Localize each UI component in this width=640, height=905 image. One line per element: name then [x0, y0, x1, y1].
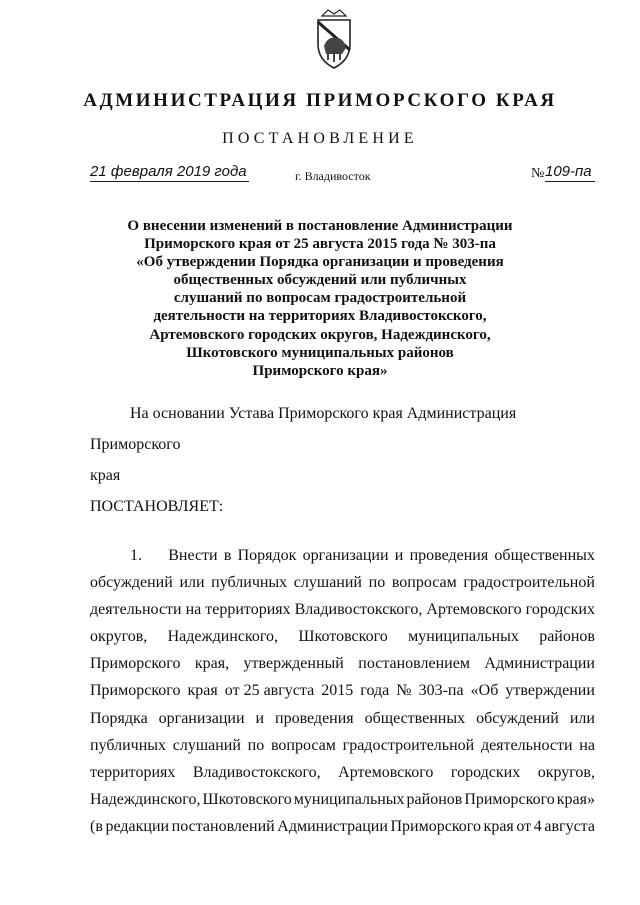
word: муниципальных [293, 790, 405, 808]
word: Шкотовского [298, 628, 388, 646]
word: утвержденный [243, 655, 344, 673]
word: по [368, 574, 386, 592]
word: 2015 [321, 682, 354, 700]
word: Надеждинского, [90, 790, 201, 808]
word: Администрации [277, 817, 388, 835]
word: градостроительной [463, 574, 595, 592]
word: 4 [533, 817, 542, 835]
title-line: «Об утверждении Порядка организации и проведения [136, 254, 504, 271]
paragraph-line [90, 542, 595, 569]
word: или [569, 709, 595, 727]
word: проведения [409, 547, 489, 564]
word: городских [525, 601, 595, 619]
word: Приморского [464, 790, 555, 808]
word: территориях [90, 763, 176, 781]
word: на [185, 601, 202, 619]
paragraph-line [90, 596, 595, 623]
word: № [396, 682, 412, 700]
paragraph-line [90, 813, 595, 840]
item-1-paragraph [90, 542, 595, 840]
basis-line: края [90, 467, 121, 484]
word: округов, [90, 628, 148, 646]
paragraph-line [90, 677, 595, 704]
word: (в [90, 817, 103, 835]
word: утверждении [505, 682, 595, 700]
paragraph-line [90, 759, 595, 786]
paragraph-line [90, 650, 595, 677]
word: Артемовского [338, 763, 434, 781]
word: Порядок [237, 547, 297, 564]
word: края, [194, 655, 230, 673]
title-line: деятельности на территориях Владивостокского, [153, 308, 487, 325]
word: Порядка [90, 709, 148, 727]
word: или [179, 574, 205, 592]
word: редакции [105, 817, 170, 835]
word: деятельности [480, 736, 573, 754]
word: городских [450, 763, 521, 781]
document-city: г. Владивосток [295, 169, 371, 183]
word: территориях [205, 601, 291, 619]
item-number: 1. [130, 547, 142, 564]
word: проведения [275, 709, 354, 727]
paragraph-line [90, 786, 595, 813]
word: Владивостокского, [192, 763, 321, 781]
word: районов [406, 790, 463, 808]
document-number: 109-па [545, 164, 595, 182]
title-line: слушаний по вопросам градостроительной [173, 290, 467, 307]
word: обсуждений [476, 709, 559, 727]
word: в [223, 547, 232, 564]
coat-of-arms-icon [308, 8, 360, 72]
word: общественных [494, 547, 595, 564]
word: организации [158, 709, 245, 727]
word: «Об [470, 682, 499, 700]
word: деятельности [90, 601, 182, 619]
document-date: 21 февраля 2019 года [90, 163, 247, 180]
word: вопросам [391, 574, 457, 592]
word: общественных [364, 709, 466, 727]
word: Приморского [90, 655, 181, 673]
title-line: общественных обсуждений или публичных [173, 272, 467, 289]
word: Надеждинского, [167, 628, 279, 646]
word: округов, [537, 763, 595, 781]
word: Внести [168, 547, 218, 564]
word: Артемовского [426, 601, 522, 619]
title-line: Приморского края» [252, 362, 388, 379]
paragraph-line [90, 732, 595, 759]
word: публичных [90, 736, 166, 754]
word: Приморского [390, 817, 481, 835]
basis-line: На основании Устава Приморского края Администрация Приморского [90, 405, 517, 453]
word: градостроительной [342, 736, 475, 754]
word: Приморского [90, 682, 181, 700]
word: постановлением [358, 655, 470, 673]
word: августа [544, 817, 595, 835]
title-line: О внесении изменений в постановление Администрации [127, 218, 513, 234]
word: 303-па [418, 682, 464, 700]
word: края [483, 817, 514, 835]
number-sign: № [531, 166, 545, 181]
document-title [0, 217, 640, 380]
title-line: Приморского края от 25 августа 2015 года № 303-па [144, 236, 496, 253]
document-type: ПОСТАНОВЛЕНИЕ [222, 130, 418, 147]
paragraph-line [90, 705, 595, 732]
word: организации [302, 547, 389, 564]
organization-name: АДМИНИСТРАЦИЯ ПРИМОРСКОГО КРАЯ [83, 90, 557, 111]
word: по [247, 736, 265, 754]
paragraph-line [90, 623, 595, 650]
word: Владивостокского, [294, 601, 423, 619]
word: от [516, 817, 532, 835]
word: муниципальных [408, 628, 519, 646]
word: слушаний [293, 574, 362, 592]
word: и [255, 709, 265, 727]
word: вопросам [270, 736, 336, 754]
word: Администрации [484, 655, 595, 673]
ordain-heading: ПОСТАНОВЛЯЕТ: [90, 498, 224, 515]
word: на [579, 736, 595, 754]
title-line: Шкотовского муниципальных районов [186, 344, 454, 361]
word: районов [539, 628, 595, 646]
word: обсуждений [90, 574, 173, 592]
paragraph-line [90, 569, 595, 596]
word: слушаний [172, 736, 241, 754]
word: года [360, 682, 390, 700]
word: края» [556, 790, 595, 808]
word: постановлений [171, 817, 275, 835]
word: публичных [211, 574, 288, 592]
word: края [187, 682, 218, 700]
title-line: Артемовского городских округов, Надеждинского, [149, 326, 491, 343]
word: от 25 августа [224, 682, 315, 700]
word: Шкотовского [202, 790, 292, 808]
word: и [394, 547, 404, 564]
basis-paragraph [90, 398, 595, 491]
